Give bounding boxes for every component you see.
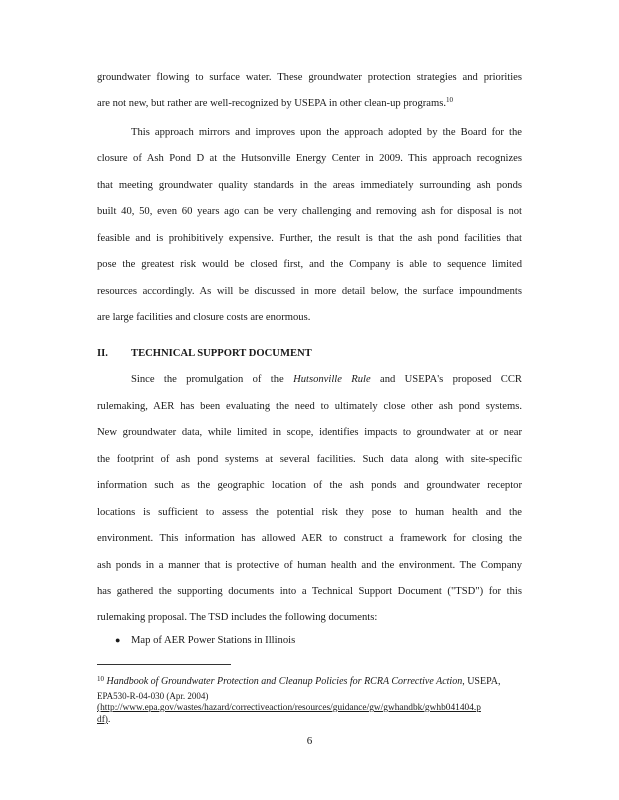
paragraph-line: built 40, 50, even 60 years ago can be very challenging and removing ash for disposal is not [97, 206, 522, 217]
footnote-publisher: , USEPA, [462, 676, 501, 687]
paragraph-line [131, 373, 522, 387]
paragraph-line: closure of Ash Pond D at the Hutsonville Energy Center in 2009. This approach recognizes [97, 153, 522, 164]
paragraph-line: pose the greatest risk would be closed first, and the Company is able to sequence limited [97, 259, 522, 270]
list-item [115, 633, 295, 648]
paragraph-line: environment. This information has allowed AER to construct a framework for closing the [97, 533, 522, 544]
paragraph-line: feasible and is prohibitively expensive. Further, the result is that the ash pond facilities that [97, 233, 522, 244]
paragraph-line: This approach mirrors and improves upon the approach adopted by the Board for the [131, 127, 522, 138]
paragraph-line: are large facilities and closure costs are enormous. [97, 312, 311, 323]
footnote-number: 10 [97, 675, 104, 683]
section-number: II. [97, 348, 108, 359]
footnote-title: Handbook of Groundwater Protection and Cleanup Policies for RCRA Corrective Action [106, 676, 463, 687]
paragraph-line: rulemaking proposal. The TSD includes the following documents: [97, 612, 378, 623]
paragraph-line: has gathered the supporting documents into a Technical Support Document ("TSD") for this [97, 586, 522, 597]
paragraph-line: New groundwater data, while limited in scope, identifies impacts to groundwater at or near [97, 427, 522, 438]
paragraph-line: that meeting groundwater quality standards in the areas immediately surrounding ash ponds [97, 180, 522, 191]
rule-citation: Hutsonville Rule [293, 374, 371, 385]
paragraph-line: information such as the geographic location of the ash ponds and groundwater receptor [97, 480, 522, 491]
footnote-divider [97, 664, 231, 665]
paragraph-text: are not new, but rather are well-recognized by USEPA in other clean-up programs. [97, 98, 446, 109]
paragraph-line: groundwater flowing to surface water. These groundwater protection strategies and priorities [97, 72, 522, 83]
footnote-link[interactable]: (http://www.epa.gov/wastes/hazard/correctiveaction/resources/guidance/gw/gwhandbk/gwhb041404.p [97, 703, 481, 713]
paragraph-text: and USEPA's proposed CCR [370, 374, 522, 385]
footnote-line [97, 702, 522, 714]
section-title: TECHNICAL SUPPORT DOCUMENT [131, 348, 312, 359]
footnote-punctuation: . [107, 715, 111, 725]
footnote-line: EPA530-R-04-030 (Apr. 2004) [97, 691, 209, 701]
section-heading [97, 347, 312, 361]
footnote-link-end[interactable]: df) [97, 715, 108, 725]
footnote-line [97, 714, 522, 726]
list-item-text: Map of AER Power Stations in Illinois [131, 635, 296, 646]
paragraph-line: rulemaking, AER has been evaluating the need to ultimately close other ash pond systems. [97, 401, 522, 412]
paragraph-line: locations is sufficient to assess the potential risk they pose to human health and the [97, 507, 522, 518]
bullet-icon: ● [115, 635, 121, 645]
paragraph-line [97, 97, 522, 111]
footnote [97, 676, 522, 688]
footnote-reference[interactable]: 10 [446, 96, 453, 104]
page-number: 6 [306, 735, 313, 747]
paragraph-text: Since the promulgation of the [131, 374, 294, 385]
paragraph-line: resources accordingly. As will be discussed in more detail below, the surface impoundments [97, 286, 522, 297]
paragraph-line: the footprint of ash pond systems at several facilities. Such data along with site-specific [97, 454, 522, 465]
paragraph-line: ash ponds in a manner that is protective of human health and the environment. The Company [97, 560, 522, 571]
